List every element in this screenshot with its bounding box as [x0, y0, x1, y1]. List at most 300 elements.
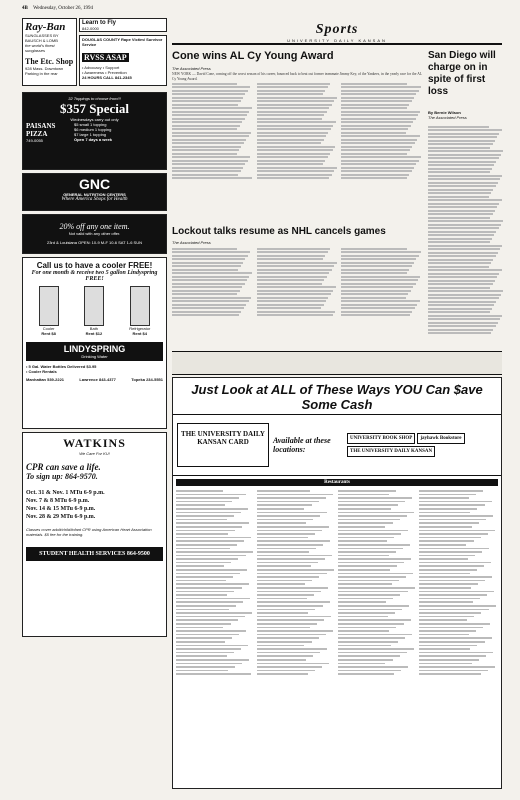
- location-entry: [338, 537, 394, 539]
- lindyspring-ad[interactable]: [22, 257, 167, 429]
- location-entry: [176, 512, 241, 514]
- byline: By Bernie Wilson: [428, 110, 461, 115]
- location-entry: [176, 508, 248, 510]
- store-logo: UNIVERSITY BOOK SHOP: [347, 433, 415, 444]
- text-line: [172, 121, 242, 123]
- text-line: [428, 129, 502, 131]
- watkins-logo: WATKINS: [63, 436, 126, 450]
- location-entry: [176, 663, 242, 665]
- text-line: [172, 163, 245, 165]
- text-line: [341, 258, 416, 260]
- cooler-item-name: Bath: [89, 326, 99, 331]
- text-line: [341, 314, 410, 316]
- location-entry: [419, 587, 471, 589]
- text-line: [257, 304, 324, 306]
- text-line: [428, 136, 497, 138]
- text-line: [428, 259, 493, 261]
- coupon-ad[interactable]: [22, 214, 167, 254]
- text-line: [428, 241, 490, 243]
- text-line: [172, 111, 249, 113]
- text-line: [172, 128, 237, 130]
- location-entry: [419, 494, 476, 496]
- text-line: [172, 290, 240, 292]
- text-line: [428, 196, 489, 198]
- text-line: [257, 104, 332, 106]
- text-line: [257, 272, 330, 274]
- location-entry: [338, 591, 408, 593]
- text-line: [172, 156, 250, 158]
- location-entry: [257, 670, 315, 672]
- text-line: [172, 83, 237, 85]
- text-line: [428, 325, 496, 327]
- text-line: [428, 150, 503, 152]
- location-entry: [338, 616, 388, 618]
- rvss-item: • Awareness • Prevention: [82, 70, 127, 75]
- text-line: [341, 272, 406, 274]
- text-line: [257, 170, 334, 172]
- location-entry: [257, 591, 321, 593]
- text-line: [257, 86, 328, 88]
- text-line: [172, 167, 243, 169]
- location-entry: [338, 583, 392, 585]
- text-line: [341, 104, 409, 106]
- location-entry: [338, 576, 406, 578]
- text-line: [428, 297, 499, 299]
- text-line: [428, 175, 502, 177]
- text-line: [428, 262, 491, 264]
- text-line: [341, 297, 406, 299]
- text-line: [341, 290, 410, 292]
- pizza-brand: PAISANS PIZZA: [26, 122, 56, 138]
- text-line: [341, 311, 412, 313]
- text-line: [428, 234, 494, 236]
- text-line: [341, 139, 417, 141]
- text-line: [428, 311, 490, 313]
- pizza-sub: Wednesdays carry out only: [70, 117, 119, 122]
- text-line: [428, 332, 491, 334]
- location-entry: [176, 576, 233, 578]
- page-header: [22, 6, 502, 16]
- ad-headline: Just Look at ALL of These Ways YOU Can $ave Some Cash: [191, 382, 483, 412]
- location-entry: [176, 655, 227, 657]
- text-line: [172, 255, 248, 257]
- location-entry: [419, 648, 470, 650]
- gnc-logo: GNC: [78, 176, 111, 192]
- body-text-lines: [172, 246, 422, 318]
- coupon-sub: Not valid with any other offer.: [68, 231, 121, 236]
- location-entry: [257, 533, 315, 535]
- location-entry: [176, 612, 252, 614]
- location-entry: [257, 573, 327, 575]
- text-line: [257, 300, 326, 302]
- location-entry: [257, 551, 309, 553]
- text-line: [428, 140, 495, 142]
- cooler-city-phone: Manhattan 539-2221: [26, 377, 65, 382]
- watkins-ad[interactable]: [22, 432, 167, 637]
- location-entry: [338, 490, 396, 492]
- location-entry: [257, 634, 326, 636]
- location-entry: [257, 526, 329, 528]
- location-entry: [338, 562, 404, 564]
- location-entry: [338, 641, 398, 643]
- text-line: [172, 86, 250, 88]
- story-headline-nhl[interactable]: [172, 226, 422, 238]
- text-line: [257, 276, 327, 278]
- location-entry: [419, 641, 485, 643]
- story-body-nhl: [172, 246, 422, 346]
- location-entry: [176, 544, 237, 546]
- cpr-schedule-row: Nov. 7 & 8 MTu 6-9 p.m.: [26, 498, 90, 504]
- location-entry: [419, 645, 477, 647]
- text-line: [257, 262, 337, 264]
- cpr-signup: To sign up: 864-9570.: [26, 472, 98, 481]
- location-entry: [257, 501, 319, 503]
- text-line: [257, 255, 326, 257]
- location-entry: [257, 519, 313, 521]
- text-line: [172, 149, 239, 151]
- location-entry: [257, 627, 310, 629]
- pizza-phone: 749-0055: [26, 138, 43, 143]
- location-entry: [257, 555, 332, 557]
- location-entry: [257, 490, 310, 492]
- text-line: [257, 149, 333, 151]
- headline: Lockout talks resume as NHL cancels games: [172, 226, 386, 237]
- location-entry: [419, 627, 483, 629]
- location-entry: [257, 530, 322, 532]
- location-entry: [419, 580, 485, 582]
- rvss-logo: RVSS ASAP: [84, 53, 127, 62]
- story-headline-san-diego[interactable]: [428, 50, 504, 106]
- text-line: [428, 154, 501, 156]
- cooler-item: [84, 286, 104, 336]
- text-line: [428, 189, 493, 191]
- text-line: [257, 107, 330, 109]
- cooler-item-name: Cooler: [42, 326, 55, 331]
- headline: San Diego will charge on in spite of first loss: [428, 50, 496, 97]
- location-entry: [419, 612, 481, 614]
- text-line: [428, 217, 490, 219]
- text-line: [172, 258, 245, 260]
- location-entry: [176, 573, 240, 575]
- cpr-headline: CPR can save a life.: [26, 462, 101, 472]
- gnc-ad[interactable]: [22, 173, 167, 211]
- text-line: [428, 269, 502, 271]
- location-entry: [338, 673, 394, 675]
- text-line: [428, 287, 490, 289]
- text-line: [257, 156, 328, 158]
- location-entry: [257, 587, 328, 589]
- text-line: [257, 97, 337, 99]
- location-entry: [419, 605, 496, 607]
- text-line: [341, 293, 408, 295]
- text-line: [341, 135, 419, 137]
- page-number: 4B: [22, 6, 28, 11]
- location-entry: [176, 666, 235, 668]
- location-entry: [338, 605, 409, 607]
- text-line: [172, 279, 247, 281]
- text-line: [172, 283, 245, 285]
- location-entry: [257, 605, 323, 607]
- text-line: [172, 118, 245, 120]
- cpr-schedule-row: Oct. 31 & Nov. 1 MTu 6-9 p.m.: [26, 490, 105, 496]
- location-entry: [257, 648, 327, 650]
- text-line: [428, 171, 490, 173]
- location-entry: [419, 537, 481, 539]
- text-line: [428, 185, 496, 187]
- locations-column: [419, 488, 498, 677]
- location-entry: [176, 591, 234, 593]
- location-entry: [338, 548, 403, 550]
- text-line: [172, 248, 237, 250]
- watkins-tag: We Care For KU!: [79, 451, 110, 456]
- ad-column: [22, 18, 167, 640]
- text-line: [341, 97, 414, 99]
- pizza-line: $5 small 1 topping: [74, 122, 107, 127]
- coupon-footer: 23rd & Louisiana OPEN: 10-9 M-F 10-6 SAT 1-6 SUN: [46, 240, 142, 245]
- text-line: [428, 220, 503, 222]
- location-entry: [338, 551, 396, 553]
- learn-to-fly-ad[interactable]: [79, 18, 167, 32]
- text-line: [341, 86, 421, 88]
- location-entry: [176, 555, 246, 557]
- location-entry: [419, 526, 472, 528]
- text-line: [428, 213, 493, 215]
- location-entry: [338, 555, 389, 557]
- text-line: [341, 283, 415, 285]
- cooler-note: • Cooler Rentals: [26, 369, 57, 374]
- location-entry: [176, 537, 251, 539]
- location-entry: [176, 648, 241, 650]
- rayban-ad[interactable]: [22, 18, 77, 86]
- location-entry: [176, 501, 232, 503]
- location-entry: [338, 497, 412, 499]
- text-line: [341, 300, 419, 302]
- location-entry: [338, 565, 397, 567]
- location-entry: [338, 645, 391, 647]
- location-entry: [176, 623, 231, 625]
- location-entry: [176, 548, 230, 550]
- location-entry: [257, 594, 314, 596]
- location-entry: [176, 594, 227, 596]
- text-line: [172, 262, 243, 264]
- headline: Cone wins AL Cy Young Award: [172, 50, 334, 62]
- location-entry: [176, 494, 246, 496]
- gnc-name: GENERAL NUTRITION CENTERS: [63, 192, 126, 197]
- location-entry: [338, 540, 387, 542]
- text-line: [428, 168, 492, 170]
- text-line: [428, 164, 494, 166]
- location-entry: [338, 594, 400, 596]
- location-entry: [419, 562, 491, 564]
- text-line: [172, 269, 238, 271]
- available-label: Available at these locations:: [273, 436, 331, 454]
- location-entry: [338, 630, 389, 632]
- location-entry: [338, 627, 396, 629]
- text-line: [341, 276, 420, 278]
- location-entry: [419, 508, 477, 510]
- rayban-sub: SUNGLASSES BY BAUSCH & LOMB: [25, 33, 59, 43]
- location-entry: [419, 655, 486, 657]
- text-line: [428, 290, 503, 292]
- location-entry: [257, 576, 319, 578]
- locations-header: Restaurants: [176, 479, 498, 486]
- location-entry: [257, 548, 316, 550]
- text-line: [172, 297, 251, 299]
- location-entry: [338, 526, 385, 528]
- text-line: [172, 107, 252, 109]
- location-entry: [338, 515, 407, 517]
- text-line: [341, 279, 418, 281]
- text-line: [341, 121, 413, 123]
- byline-source: The Associated Press: [428, 115, 467, 120]
- kansan-card-ad[interactable]: [172, 377, 502, 789]
- text-line: [257, 293, 331, 295]
- text-line: [428, 227, 499, 229]
- cpr-schedule-row: Nov. 14 & 15 MTu 6-9 p.m.: [26, 506, 96, 512]
- cooler-city-phone: Lawrence 843-4377: [79, 377, 116, 382]
- text-line: [257, 279, 325, 281]
- text-line: [341, 177, 406, 179]
- location-entry: [419, 630, 476, 632]
- text-line: [428, 276, 497, 278]
- text-line: [257, 114, 325, 116]
- location-entry: [176, 645, 248, 647]
- locations-column: [338, 488, 417, 677]
- text-line: [428, 318, 500, 320]
- text-line: [428, 283, 493, 285]
- text-line: [257, 83, 330, 85]
- text-line: [257, 248, 330, 250]
- location-entry: [338, 637, 405, 639]
- text-line: [172, 132, 251, 134]
- text-line: [341, 118, 415, 120]
- location-entry: [176, 551, 253, 553]
- location-entry: [338, 504, 398, 506]
- location-entry: [176, 540, 244, 542]
- text-line: [341, 265, 411, 267]
- story-headline-cone[interactable]: [172, 50, 422, 62]
- text-line: [341, 262, 414, 264]
- byline: The Associated Press: [172, 66, 211, 70]
- location-entry: [257, 565, 311, 567]
- text-line: [257, 146, 335, 148]
- location-entry: [176, 609, 229, 611]
- text-line: [257, 142, 322, 144]
- location-entry: [419, 594, 487, 596]
- location-entry: [257, 580, 312, 582]
- cooler-note: • 5 Gal. Water Bottles Delivered $3.95: [26, 364, 97, 369]
- text-line: [257, 90, 326, 92]
- text-line: [172, 286, 242, 288]
- location-entry: [176, 580, 226, 582]
- text-line: [172, 276, 249, 278]
- pizza-hours: Open 7 days a week: [74, 137, 113, 142]
- text-line: [341, 248, 407, 250]
- location-entry: [176, 619, 238, 621]
- location-entry: [257, 619, 324, 621]
- location-entry: [338, 619, 411, 621]
- text-line: [341, 269, 409, 271]
- learn-to-fly-phone: 842-0000: [82, 26, 99, 31]
- location-entry: [257, 637, 319, 639]
- location-entry: [176, 565, 224, 567]
- location-entry: [257, 601, 330, 603]
- rayban-logo: Ray-Ban: [25, 21, 66, 33]
- rvss-hotline: 24 HOURS CALL 841-2345: [82, 75, 132, 80]
- text-line: [172, 104, 238, 106]
- section-title: Sports: [315, 22, 359, 37]
- location-entry: [419, 504, 485, 506]
- location-entry: [176, 497, 239, 499]
- rvss-ad[interactable]: [79, 35, 167, 86]
- location-entry: [338, 530, 408, 532]
- location-entry: [338, 569, 390, 571]
- location-entry: [257, 494, 333, 496]
- location-entry: [176, 652, 234, 654]
- text-line: [428, 255, 496, 257]
- text-line: [172, 139, 246, 141]
- location-entry: [338, 663, 385, 665]
- location-entry: [257, 673, 308, 675]
- location-entry: [257, 508, 304, 510]
- location-entry: [176, 583, 249, 585]
- location-entry: [257, 645, 304, 647]
- text-line: [341, 255, 418, 257]
- text-line: [428, 206, 497, 208]
- location-entry: [419, 555, 475, 557]
- location-entry: [338, 508, 391, 510]
- text-line: [257, 118, 322, 120]
- refrigerator-image: [130, 286, 150, 326]
- text-line: [428, 182, 498, 184]
- location-entry: [176, 630, 246, 632]
- text-line: [428, 273, 499, 275]
- text-line: [172, 293, 237, 295]
- text-line: [257, 269, 332, 271]
- text-line: [341, 125, 410, 127]
- learn-to-fly-title: Learn to Fly: [82, 20, 117, 26]
- text-line: [428, 301, 496, 303]
- lindyspring-sub: Drinking Water: [81, 354, 108, 359]
- etc-shop-note: Parking in the rear: [25, 71, 58, 76]
- location-entry: [176, 530, 235, 532]
- location-entry: [257, 659, 306, 661]
- location-entry: [338, 652, 407, 654]
- text-line: [172, 170, 241, 172]
- etc-shop-name: The Etc. Shop: [25, 57, 74, 66]
- text-line: [341, 100, 411, 102]
- location-entry: [419, 616, 474, 618]
- cooler-image: [39, 286, 59, 326]
- location-entry: [419, 501, 492, 503]
- location-entry: [419, 601, 473, 603]
- text-line: [172, 125, 240, 127]
- cooler-item-price: Rent $8: [41, 331, 56, 336]
- text-line: [341, 111, 420, 113]
- pizza-ad[interactable]: [22, 92, 167, 170]
- location-entry: [338, 494, 389, 496]
- location-entry: [419, 533, 488, 535]
- page-date: Wednesday, October 26, 1994: [33, 6, 94, 11]
- text-line: [428, 322, 498, 324]
- location-entry: [419, 666, 495, 668]
- location-entry: [257, 562, 318, 564]
- text-line: [341, 83, 407, 85]
- text-line: [341, 304, 417, 306]
- text-line: [341, 286, 413, 288]
- story-body-cone: [172, 72, 422, 220]
- text-line: [257, 163, 323, 165]
